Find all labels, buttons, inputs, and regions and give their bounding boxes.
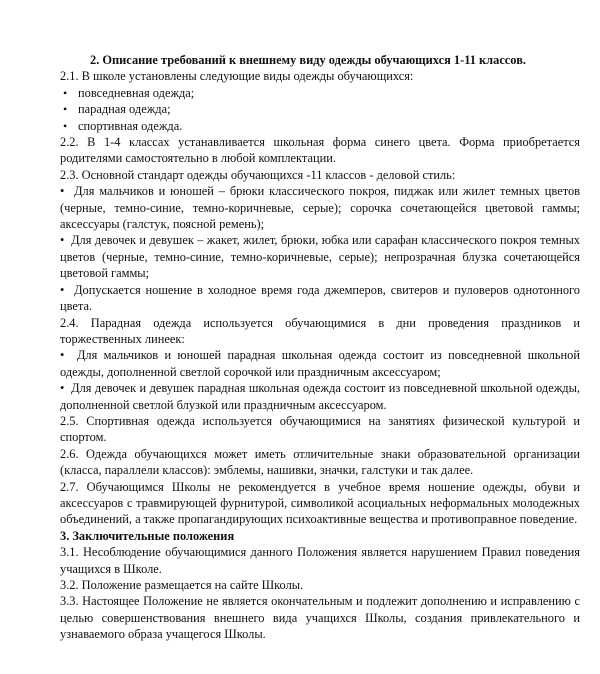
paragraph-3-2: 3.2. Положение размещается на сайте Школы. xyxy=(60,578,304,592)
paragraph-2-4: 2.4. Парадная одежда используется обучающимися в дни проведения праздников и торжественных линеек: xyxy=(60,315,580,346)
list-item: • повседневная одежда; xyxy=(60,85,580,101)
clothing-types-list xyxy=(60,85,580,134)
section-2-heading: 2. Описание требований к внешнему виду одежды обучающихся 1-11 классов. xyxy=(90,53,526,67)
paragraph-2-6: 2.6. Одежда обучающихся может иметь отличительные знаки образовательной организации (класса, параллели классов): эмблемы, нашивки, значки, галстуки и так далее. xyxy=(60,446,580,478)
list-item: • парадная одежда; xyxy=(60,101,580,117)
list-item: • спортивная одежда. xyxy=(60,118,580,134)
paragraph-3-3: 3.3. Настоящее Положение не является окончательным и подлежит дополнению и исправлению с целью совершенствования внешнего вида учащихся Школы, создания привлекательного и узнаваемого образа учащегося Школы. xyxy=(60,594,580,642)
bullet-cold-season: • Допускается ношение в холодное время года джемперов, свитеров и пуловеров однотонного цвета. xyxy=(60,282,580,315)
bullet-girls-standard: • Для девочек и девушек – жакет, жилет, брюки, юбка или сарафан классического покроя темных цветов (черные, темно-синие, темно-коричневые, серые); непрозрачная блузка сочетающейся цветовой гаммы; xyxy=(60,232,580,281)
bullet-boys-standard: • Для мальчиков и юношей – брюки классического покроя, пиджак или жилет темных цветов (черные, темно-синие, темно-коричневые, серые); сорочка сочетающейся цветовой гаммы; аксессуары (галстук, поясной ремень); xyxy=(60,183,580,232)
paragraph-2-7: 2.7. Обучающимся Школы не рекомендуется в учебное время ношение одежды, обуви и аксессуаров с травмирующей фурнитурой, символикой асоциальных неформальных молодежных объединений, а также пропагандирующих психоактивные вещества и противоправное поведение. xyxy=(60,479,580,527)
bullet-girls-formal: • Для девочек и девушек парадная школьная одежда состоит из повседневной школьной одежды, дополненной светлой блузкой или праздничным аксессуаром. xyxy=(60,380,580,413)
paragraph-2-1: 2.1. В школе установлены следующие виды одежды обучающихся: xyxy=(60,69,414,84)
paragraph-2-3: 2.3. Основной стандарт одежды обучающихся -11 классов - деловой стиль: xyxy=(60,167,456,182)
section-3-heading: 3. Заключительные положения xyxy=(60,528,235,543)
paragraph-2-2: 2.2. В 1-4 классах устанавливается школьная форма синего цвета. Форма приобретается родителями самостоятельно в любой комплектации. xyxy=(60,135,580,166)
paragraph-2-5: 2.5. Спортивная одежда используется обучающимися на занятиях физической культурой и спортом. xyxy=(60,413,580,445)
paragraph-3-1: 3.1. Несоблюдение обучающимися данного Положения является нарушением Правил поведения учащихся в Школе. xyxy=(60,545,580,576)
bullet-boys-formal: • Для мальчиков и юношей парадная школьная одежда состоит из повседневной школьной одежды, дополненной светлой сорочкой или праздничным аксессуаром; xyxy=(60,347,580,380)
